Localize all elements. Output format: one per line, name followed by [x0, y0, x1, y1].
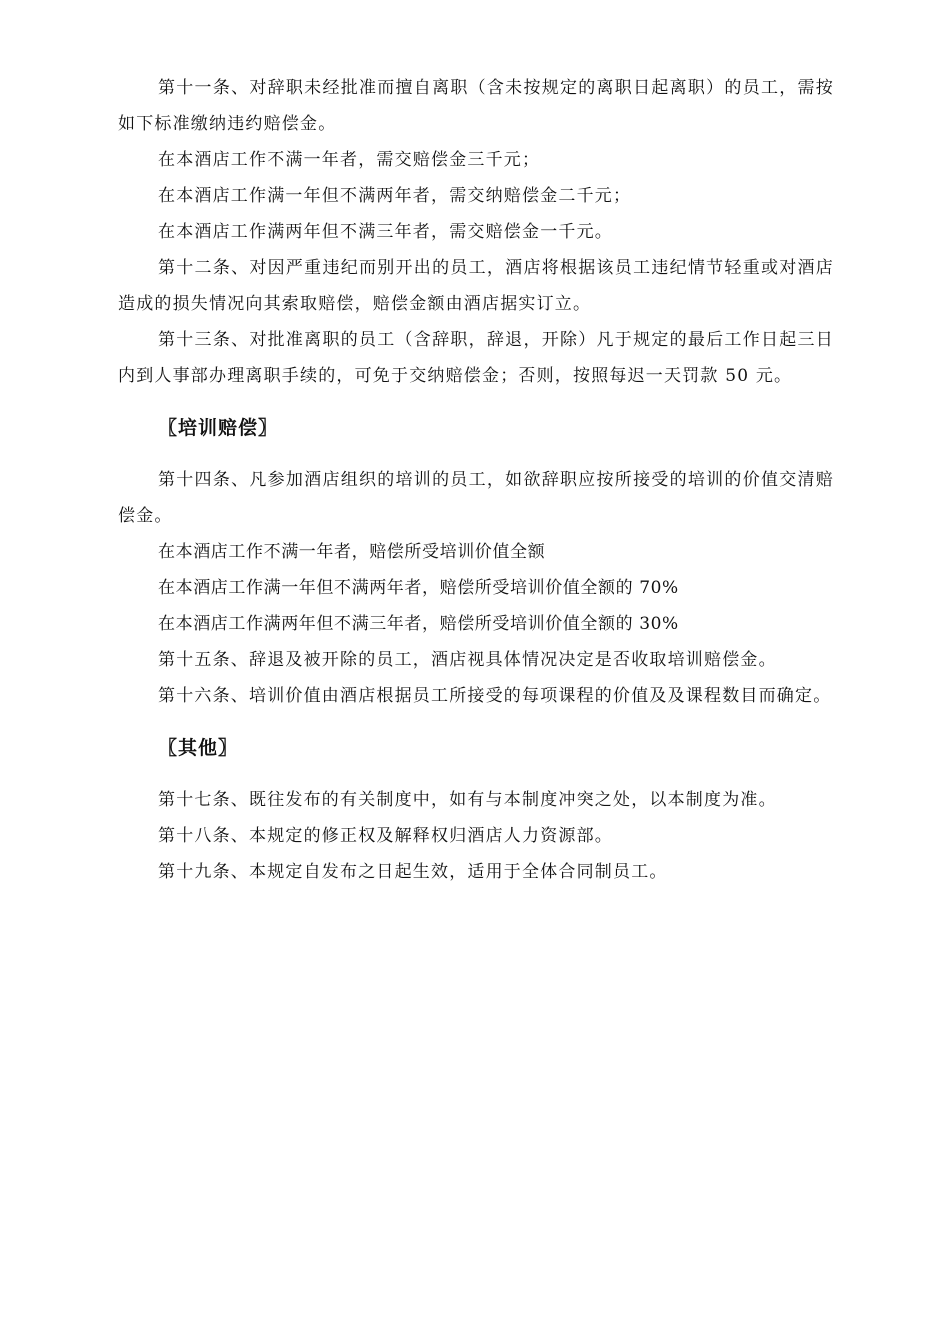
training-tier-2: 在本酒店工作满一年但不满两年者，赔偿所受培训价值全额的 70%	[158, 578, 679, 598]
compensation-tier-2: 在本酒店工作满一年但不满两年者，需交纳赔偿金二千元；	[158, 186, 632, 206]
article-14: 第十四条、凡参加酒店组织的培训的员工，如欲辞职应按所接受的培训的价值交清赔偿金。	[118, 470, 834, 526]
compensation-tier-3: 在本酒店工作满两年但不满三年者，需交赔偿金一千元。	[158, 222, 613, 242]
training-tier-3: 在本酒店工作满两年但不满三年者，赔偿所受培训价值全额的 30%	[158, 614, 679, 634]
article-17: 第十七条、既往发布的有关制度中，如有与本制度冲突之处，以本制度为准。	[158, 790, 777, 810]
training-compensation-heading: 〖培训赔偿〗	[158, 417, 279, 439]
article-13: 第十三条、对批准离职的员工（含辞职，辞退，开除）凡于规定的最后工作日起三日内到人事部办理离职手续的，可免于交纳赔偿金；否则，按照每迟一天罚款 50 元。	[118, 330, 834, 386]
training-tier-1: 在本酒店工作不满一年者，赔偿所受培训价值全额	[158, 542, 546, 562]
article-15: 第十五条、辞退及被开除的员工，酒店视具体情况决定是否收取培训赔偿金。	[158, 650, 777, 670]
compensation-tier-1: 在本酒店工作不满一年者，需交赔偿金三千元；	[158, 150, 541, 170]
article-19: 第十九条、本规定自发布之日起生效，适用于全体合同制员工。	[158, 862, 668, 882]
article-18: 第十八条、本规定的修正权及解释权归酒店人力资源部。	[158, 826, 613, 846]
article-12: 第十二条、对因严重违纪而别开出的员工，酒店将根据该员工违纪情节轻重或对酒店造成的损失情况向其索取赔偿，赔偿金额由酒店据实订立。	[118, 258, 834, 314]
other-heading: 〖其他〗	[158, 737, 239, 759]
article-16: 第十六条、培训价值由酒店根据员工所接受的每项课程的价值及及课程数目而确定。	[158, 686, 832, 706]
document-page	[118, 70, 834, 890]
article-11: 第十一条、对辞职未经批准而擅自离职（含未按规定的离职日起离职）的员工，需按如下标准缴纳违约赔偿金。	[118, 78, 834, 134]
